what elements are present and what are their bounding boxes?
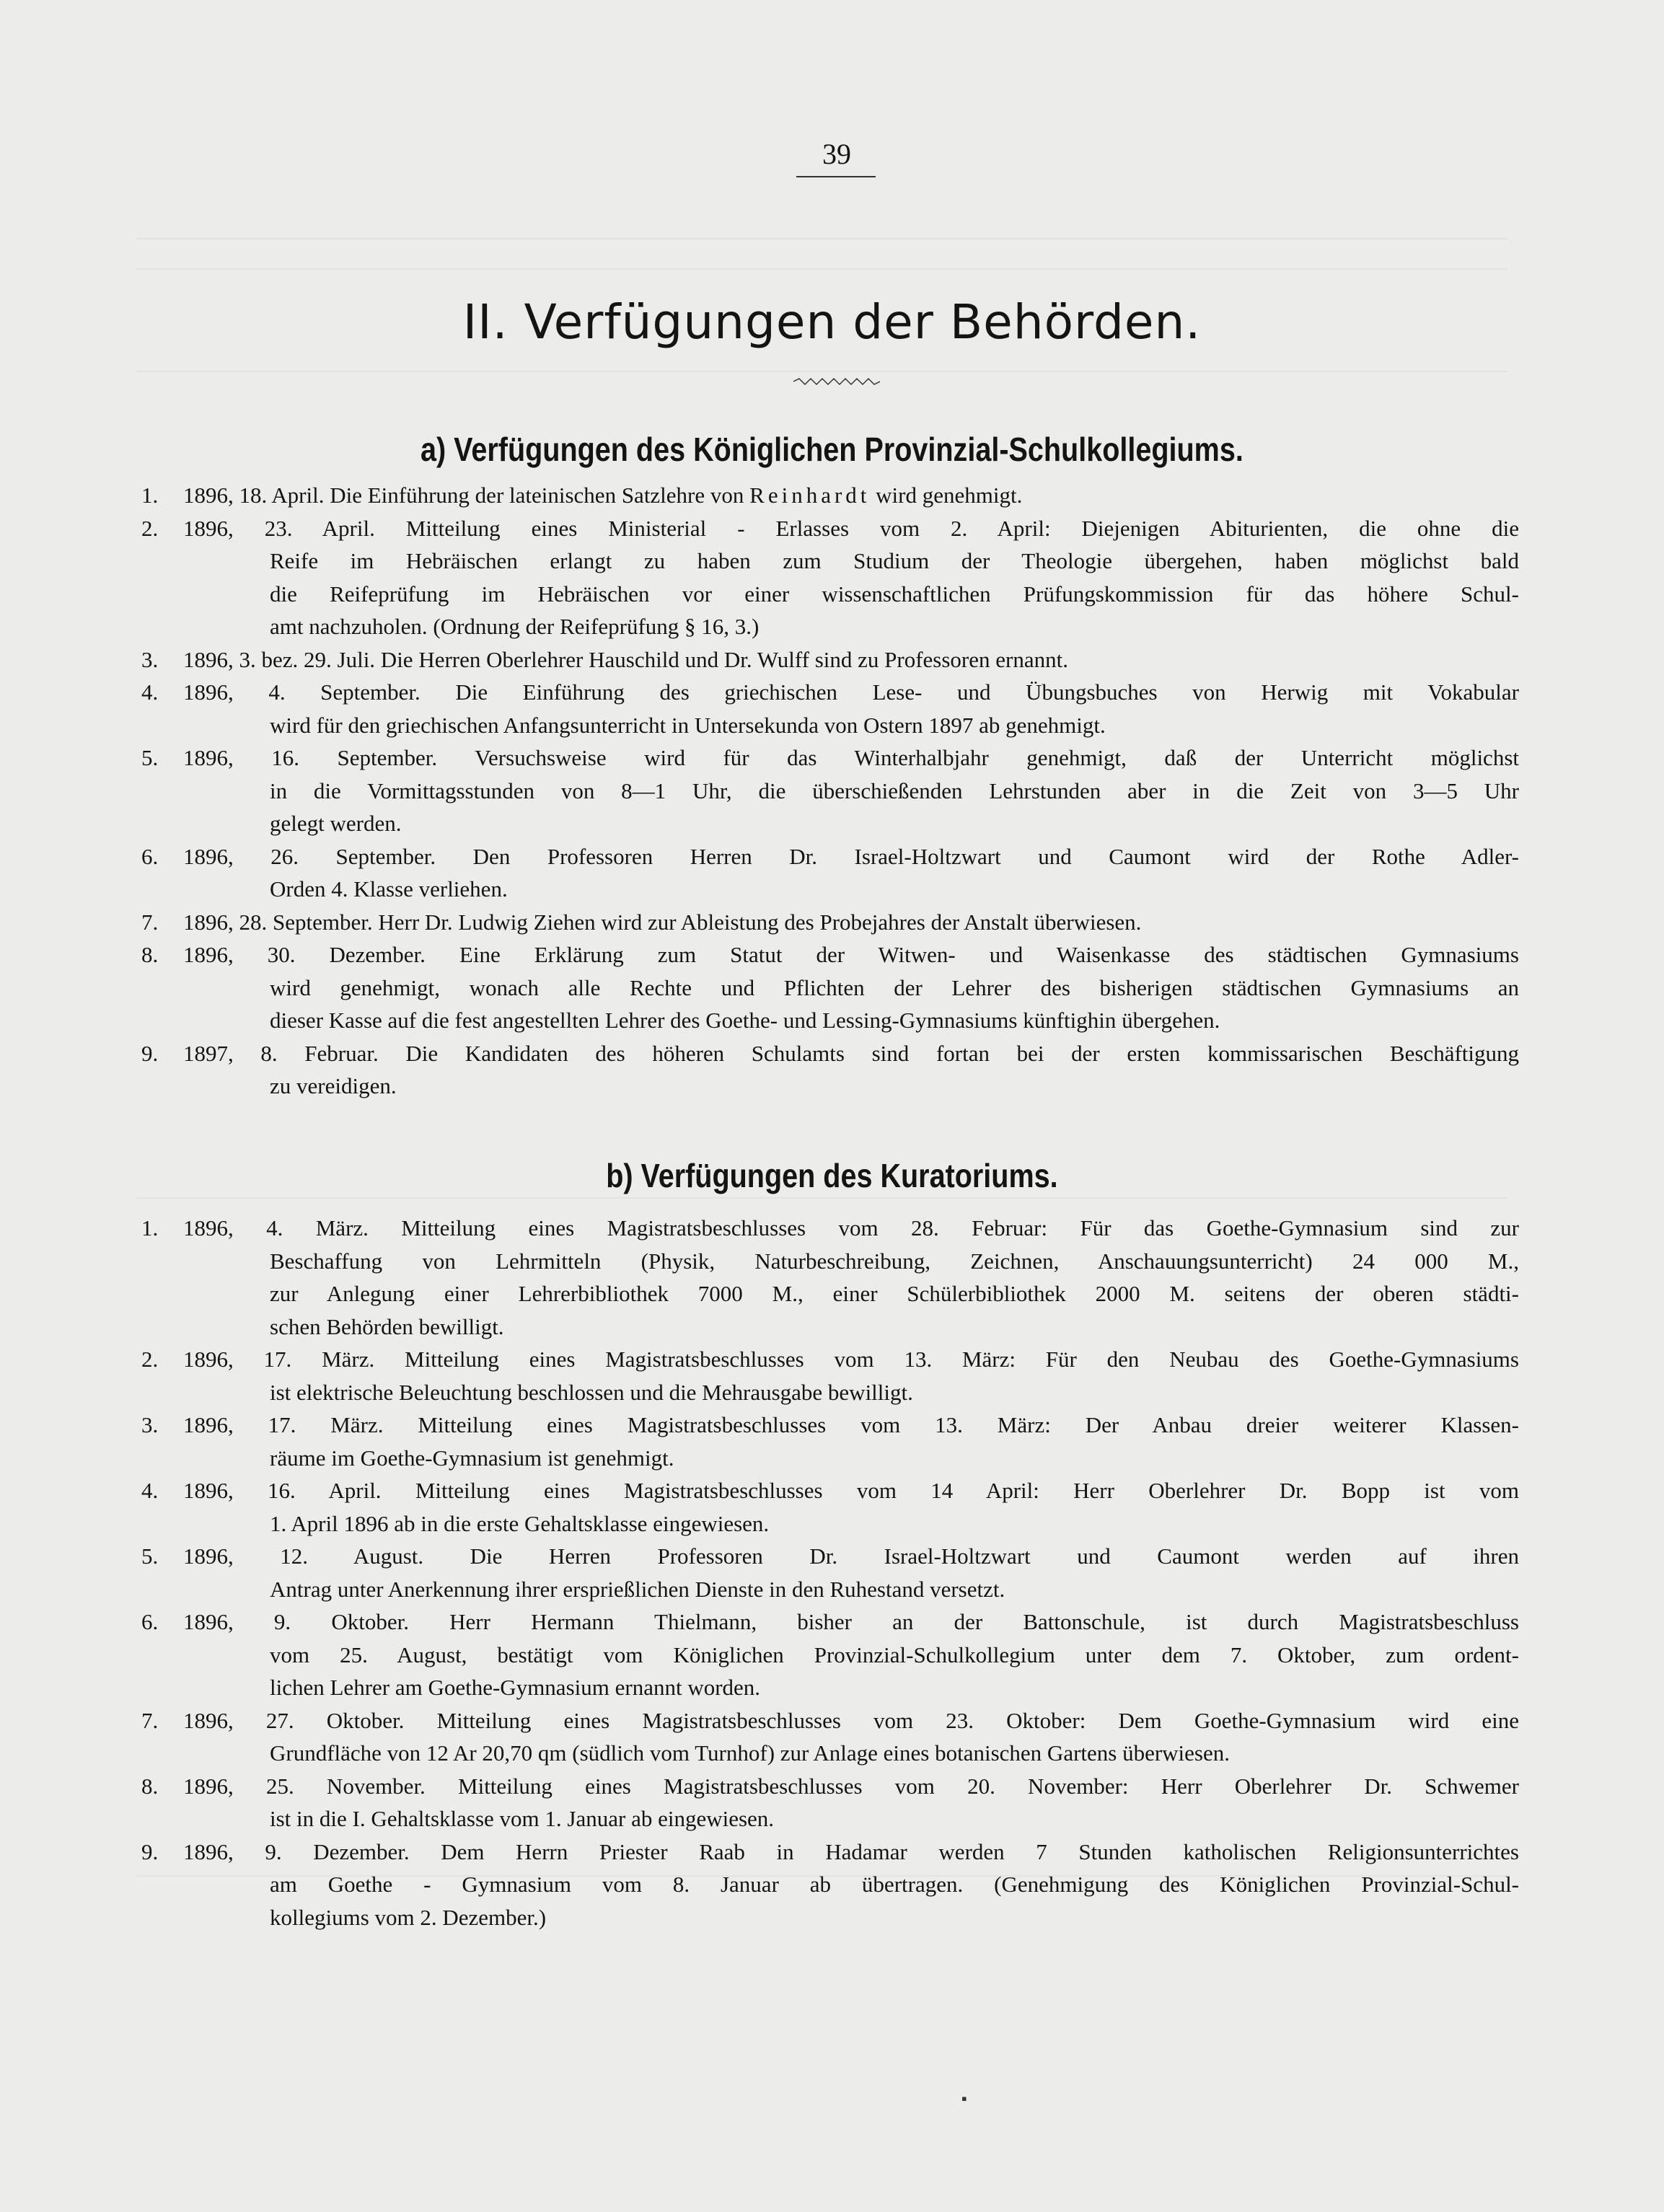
entry-first-line bbox=[141, 643, 1519, 677]
entry-text: 1896, 25. November. Mitteilung eines Magistratsbeschlusses vom 20. November: Herr Oberlehrer Dr. Schwemer bbox=[183, 1773, 1519, 1799]
list-item bbox=[141, 938, 1519, 1037]
list-item bbox=[141, 1704, 1519, 1770]
entry-number: 4. bbox=[141, 1478, 159, 1503]
list-item bbox=[141, 479, 1519, 512]
entry-first-line bbox=[141, 1212, 1519, 1245]
entry-text: 1897, 8. Februar. Die Kandidaten des höheren Schulamts sind fortan bei der ersten kommissarischen Beschäftigung bbox=[183, 1040, 1519, 1066]
entry-number: 6. bbox=[141, 843, 159, 869]
entry-number: 9. bbox=[141, 1838, 159, 1864]
entry-number: 7. bbox=[141, 909, 159, 935]
entry-name: Reinhardt bbox=[749, 483, 871, 508]
entry-text: 1896, 23. April. Mitteilung eines Ministerial - Erlasses vom 2. April: Diejenigen Abiturienten, die ohne die bbox=[183, 515, 1519, 541]
entry-continuation-line: am Goethe - Gymnasium vom 8. Januar ab übertragen. (Genehmigung des Königlichen Provinzial-Schul- bbox=[270, 1872, 1519, 1897]
entry-first-line bbox=[141, 1037, 1519, 1070]
entry-number: 3. bbox=[141, 646, 159, 672]
entry-continuation-line: lichen Lehrer am Goethe-Gymnasium ernannt worden. bbox=[270, 1675, 761, 1700]
entry-continuation-line: amt nachzuholen. (Ordnung der Reifeprüfung § 16, 3.) bbox=[270, 614, 760, 639]
entry-number: 4. bbox=[141, 679, 159, 705]
entry-number: 2. bbox=[141, 515, 159, 541]
bleed-through bbox=[137, 268, 1507, 270]
list-item bbox=[141, 1409, 1519, 1474]
entry-continuation-line: ist elektrische Beleuchtung beschlossen und die Mehrausgabe bewilligt. bbox=[270, 1379, 913, 1405]
entry-text: 1896, 17. März. Mitteilung eines Magistratsbeschlusses vom 13. März: Für den Neubau des Goethe-Gymnasiums bbox=[183, 1347, 1519, 1372]
entry-text: 1896, 4. September. Die Einführung des griechischen Lese- und Übungsbuches von Herwig mit Vokabular bbox=[183, 679, 1519, 705]
entry-text: 1896, 12. August. Die Herren Professoren Dr. Israel-Holtzwart und Caumont werden auf ihren bbox=[183, 1543, 1519, 1569]
entry-first-line bbox=[141, 1474, 1519, 1507]
entry-first-line bbox=[141, 1409, 1519, 1442]
entry-text: 1896, 27. Oktober. Mitteilung eines Magistratsbeschlusses vom 23. Oktober: Dem Goethe-Gymnasium wird eine bbox=[183, 1707, 1519, 1733]
entry-number: 3. bbox=[141, 1412, 159, 1437]
list-item bbox=[141, 906, 1519, 939]
print-speck: ▪ bbox=[961, 2089, 967, 2107]
entry-continuation-line: wird für den griechischen Anfangsunterricht in Untersekunda von Ostern 1897 ab genehmigt. bbox=[270, 712, 1106, 738]
list-item bbox=[141, 1474, 1519, 1540]
entry-text: 1896, 16. April. Mitteilung eines Magistratsbeschlusses vom 14 April: Herr Oberlehrer Dr. Bopp ist vom bbox=[183, 1478, 1519, 1503]
entry-continuation-line: die Reifeprüfung im Hebräischen vor einer wissenschaftlichen Prüfungskommission für das höhere Schul- bbox=[270, 581, 1519, 607]
entry-continuation-line: gelegt werden. bbox=[270, 811, 402, 836]
entry-text: 1896, 28. September. Herr Dr. Ludwig Ziehen wird zur Ableistung des Probejahres der Anstalt überwiesen. bbox=[183, 909, 1142, 935]
list-item bbox=[141, 840, 1519, 906]
entry-continuation-line: dieser Kasse auf die fest angestellten Lehrer des Goethe- und Lessing-Gymnasiums künftighin übergehen. bbox=[270, 1008, 1220, 1033]
entry-continuation-line: schen Behörden bewilligt. bbox=[270, 1313, 504, 1339]
list-item bbox=[141, 1605, 1519, 1704]
main-title: II. Verfügungen der Behörden. bbox=[462, 294, 1202, 350]
entry-first-line bbox=[141, 840, 1519, 873]
entry-text-end: wird genehmigt. bbox=[876, 483, 1023, 508]
entry-number: 8. bbox=[141, 1773, 159, 1799]
ornament-squiggle bbox=[793, 377, 880, 386]
entry-number: 7. bbox=[141, 1707, 159, 1733]
section-a-title: a) Verfügungen des Königlichen Provinzial-Schulkollegiums. bbox=[421, 431, 1243, 468]
entry-text: 1896, 9. Oktober. Herr Hermann Thielmann, bisher an der Battonschule, ist durch Magistratsbeschluss bbox=[183, 1609, 1519, 1634]
list-item bbox=[141, 1343, 1519, 1409]
bleed-through bbox=[137, 238, 1507, 239]
entry-continuation-line: ist in die I. Gehaltsklasse vom 1. Januar ab eingewiesen. bbox=[270, 1806, 775, 1831]
entry-first-line bbox=[141, 1704, 1519, 1737]
list-item bbox=[141, 512, 1519, 643]
entry-continuation-line: räume im Goethe-Gymnasium ist genehmigt. bbox=[270, 1445, 674, 1471]
entry-number: 6. bbox=[141, 1609, 159, 1634]
entry-first-line bbox=[141, 906, 1519, 939]
entry-number: 1. bbox=[141, 1215, 159, 1241]
entry-first-line bbox=[141, 1836, 1519, 1869]
entry-continuation-line: zu vereidigen. bbox=[270, 1073, 397, 1098]
entry-number: 2. bbox=[141, 1347, 159, 1372]
page-number-rule bbox=[796, 176, 876, 177]
entry-text: 1896, 18. April. Die Einführung der lateinischen Satzlehre von bbox=[183, 483, 744, 508]
list-item bbox=[141, 1540, 1519, 1605]
list-item bbox=[141, 676, 1519, 741]
entry-text: 1896, 30. Dezember. Eine Erklärung zum Statut der Witwen- und Waisenkasse des städtischen Gymnasiums bbox=[183, 942, 1519, 967]
entry-continuation-line: zur Anlegung einer Lehrerbibliothek 7000 M., einer Schülerbibliothek 2000 M. seitens der oberen städti- bbox=[270, 1281, 1519, 1306]
entry-first-line bbox=[141, 741, 1519, 775]
list-item bbox=[141, 643, 1519, 677]
entry-text: 1896, 16. September. Versuchsweise wird für das Winterhalbjahr genehmigt, daß der Unterricht möglichst bbox=[183, 745, 1519, 770]
entry-number: 5. bbox=[141, 745, 159, 770]
list-item bbox=[141, 741, 1519, 840]
section-b-title: b) Verfügungen des Kuratoriums. bbox=[606, 1157, 1058, 1194]
entry-first-line bbox=[141, 1770, 1519, 1803]
entry-first-line bbox=[141, 938, 1519, 971]
entry-number: 8. bbox=[141, 942, 159, 967]
entry-first-line bbox=[141, 1605, 1519, 1639]
entry-text: 1896, 4. März. Mitteilung eines Magistratsbeschlusses vom 28. Februar: Für das Goethe-Gymnasium sind zur bbox=[183, 1215, 1519, 1241]
bleed-through bbox=[137, 371, 1507, 372]
entry-continuation-line: Reife im Hebräischen erlangt zu haben zum Studium der Theologie übergehen, haben möglichst bald bbox=[270, 548, 1519, 573]
entry-continuation-line: wird genehmigt, wonach alle Rechte und Pflichten der Lehrer des bisherigen städtischen Gymnasiums an bbox=[270, 974, 1519, 1000]
list-item bbox=[141, 1037, 1519, 1103]
entry-number: 9. bbox=[141, 1040, 159, 1066]
entry-first-line bbox=[141, 1343, 1519, 1376]
page-number: 39 bbox=[822, 138, 851, 170]
entry-text: 1896, 3. bez. 29. Juli. Die Herren Oberlehrer Hauschild und Dr. Wulff sind zu Professoren ernannt. bbox=[183, 646, 1068, 672]
list-item bbox=[141, 1836, 1519, 1934]
entry-continuation-line: Orden 4. Klasse verliehen. bbox=[270, 876, 508, 902]
entry-first-line bbox=[141, 1540, 1519, 1573]
entry-continuation-line: Antrag unter Anerkennung ihrer ersprießlichen Dienste in den Ruhestand versetzt. bbox=[270, 1576, 1005, 1602]
entry-continuation-line: kollegiums vom 2. Dezember.) bbox=[270, 1904, 547, 1930]
entry-continuation-line: vom 25. August, bestätigt vom Königlichen Provinzial-Schulkollegium unter dem 7. Oktober, zum ordent- bbox=[270, 1642, 1519, 1667]
entry-first-line bbox=[141, 479, 1519, 512]
list-item bbox=[141, 1770, 1519, 1836]
entry-text: 1896, 9. Dezember. Dem Herrn Priester Raab in Hadamar werden 7 Stunden katholischen Religionsunterrichtes bbox=[183, 1838, 1519, 1864]
entry-text: 1896, 26. September. Den Professoren Herren Dr. Israel-Holtzwart und Caumont wird der Rothe Adler- bbox=[183, 843, 1519, 869]
bleed-through bbox=[137, 1197, 1507, 1199]
entry-continuation-line: Grundfläche von 12 Ar 20,70 qm (südlich vom Turnhof) zur Anlage eines botanischen Gartens überwiesen. bbox=[270, 1740, 1231, 1766]
entry-continuation-line: Beschaffung von Lehrmitteln (Physik, Naturbeschreibung, Zeichnen, Anschauungsunterricht) 24 000 M., bbox=[270, 1248, 1519, 1274]
entry-continuation-line: 1. April 1896 ab in die erste Gehaltsklasse eingewiesen. bbox=[270, 1510, 770, 1536]
entry-first-line bbox=[141, 676, 1519, 709]
entry-text: 1896, 17. März. Mitteilung eines Magistratsbeschlusses vom 13. März: Der Anbau dreier weiterer Klassen- bbox=[183, 1412, 1519, 1437]
entry-continuation-line: in die Vormittagsstunden von 8—1 Uhr, die überschießenden Lehrstunden aber in die Zeit von 3—5 Uhr bbox=[270, 777, 1519, 803]
entry-number: 5. bbox=[141, 1543, 159, 1569]
entry-first-line bbox=[141, 512, 1519, 545]
entry-number: 1. bbox=[141, 483, 159, 508]
list-item bbox=[141, 1212, 1519, 1343]
